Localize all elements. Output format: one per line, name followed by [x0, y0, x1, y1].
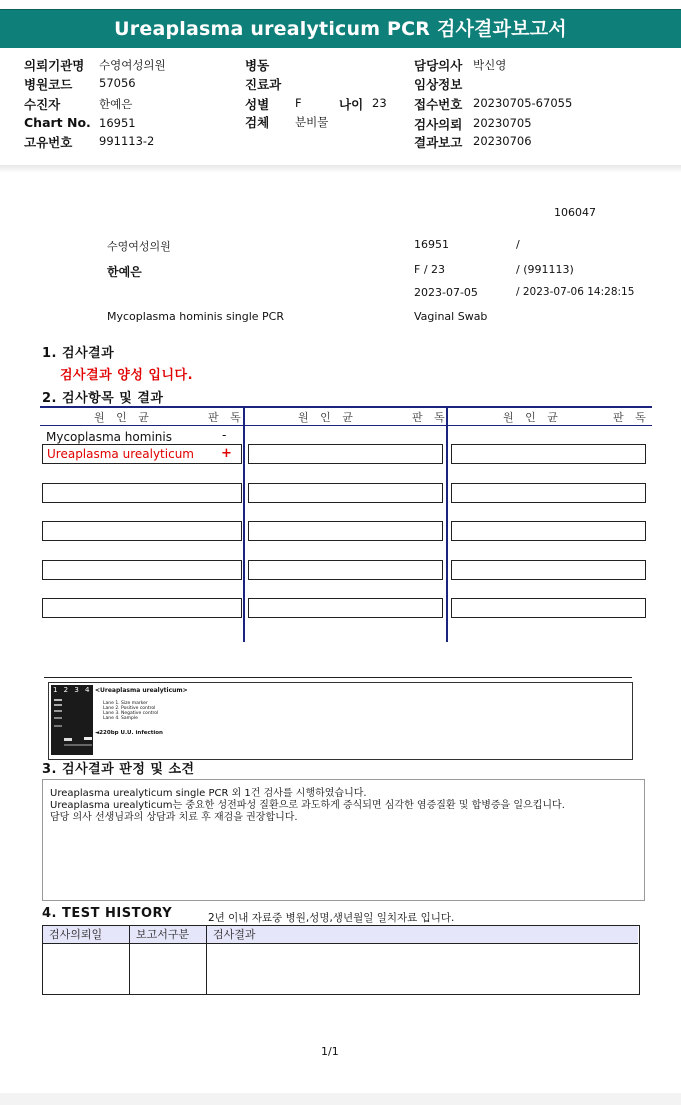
- label-date2: / 2023-07-06 14:28:15: [516, 286, 635, 298]
- marker-band: [54, 725, 62, 727]
- gel-legend-2: Lane 2. Positive control: [103, 706, 156, 711]
- history-col-divider-1: [129, 926, 130, 994]
- request-date-label: 검사의뢰: [414, 117, 463, 132]
- gel-title: <Ureaplasma urealyticum>: [95, 687, 188, 694]
- gel-legend-4: Lane 4. Sample: [103, 716, 138, 721]
- report-title: Ureaplasma urealyticum PCR 검사결과보고서: [0, 9, 681, 48]
- col-organism-3: 원 인 균: [503, 411, 562, 424]
- positive-band: [64, 738, 72, 741]
- opinion-box: [42, 779, 645, 901]
- organism-1: Mycoplasma hominis: [46, 430, 172, 444]
- result-row-3-col3: [451, 483, 646, 503]
- doctor-name: 박신영: [473, 58, 507, 72]
- opinion-line-2: Ureaplasma urealyticum는 중요한 성전파성 질환으로 과도하게 증식되면 심각한 염증질환 및 합병증을 일으킵니다.: [50, 800, 565, 811]
- patient-name: 한예은: [99, 97, 133, 111]
- receipt-no-label: 접수번호: [414, 97, 463, 112]
- result-row-5-col2: [248, 560, 443, 580]
- label-name: 한예은: [107, 265, 142, 279]
- history-col-result: 검사결과: [207, 926, 638, 943]
- dept-label: 진료과: [245, 77, 282, 92]
- label-date1: 2023-07-05: [414, 286, 478, 299]
- age-value: 23: [372, 96, 387, 110]
- result-row-2-col3: [451, 444, 646, 464]
- opinion-line-3: 담당 의사 선생님과의 상담과 치료 후 재검을 권장합니다.: [50, 812, 298, 823]
- request-date: 20230705: [473, 116, 532, 130]
- hospital-code: 57056: [99, 76, 136, 90]
- header-col1-row3: 수진자: [24, 97, 61, 112]
- table-header-border: [40, 425, 652, 426]
- result-row-6-col3: [451, 598, 646, 618]
- result-row-2-col2: [248, 444, 443, 464]
- report-date-label: 결과보고: [414, 135, 463, 150]
- result-row-4-col1: [42, 521, 242, 541]
- marker-band: [54, 699, 62, 701]
- sex-value: F: [295, 96, 302, 110]
- history-col-report-type: 보고서구분: [130, 926, 206, 943]
- result-row-4-col2: [248, 521, 443, 541]
- result-row-3-col2: [248, 483, 443, 503]
- gel-photo: [51, 685, 93, 755]
- table-col-divider-2: [446, 406, 448, 642]
- gel-electrophoresis-image: [48, 682, 633, 760]
- gel-legend-1: Lane 1. Size marker: [103, 701, 148, 706]
- result-summary: 검사결과 양성 입니다.: [60, 368, 194, 383]
- doctor-label: 담당의사: [414, 58, 463, 73]
- unique-id: 991113-2: [99, 134, 155, 148]
- result-row-3-col1: [42, 483, 242, 503]
- specimen-label: 검체: [245, 115, 270, 130]
- history-col-divider-2: [206, 926, 207, 994]
- header-col1-row1: 의뢰기관명: [24, 58, 85, 73]
- label-slash: /: [516, 238, 520, 251]
- header-col1-row5: 고유번호: [24, 135, 73, 150]
- label-chart: 16951: [414, 238, 449, 251]
- label-code: 106047: [554, 206, 596, 219]
- header-col1-row2: 병원코드: [24, 77, 73, 92]
- col-organism-2: 원 인 균: [298, 411, 357, 424]
- result-row-6-col2: [248, 598, 443, 618]
- label-clinic: 수영여성의원: [107, 240, 171, 253]
- result-2: +: [221, 446, 232, 461]
- col-judgement-3: 판 독: [613, 411, 650, 424]
- age-label: 나이: [339, 97, 364, 112]
- header-col1-row4: Chart No.: [24, 115, 91, 130]
- label-sex-age: F / 23: [414, 263, 446, 276]
- result-row-5-col1: [42, 560, 242, 580]
- history-col-request-date: 검사의뢰일: [43, 926, 129, 943]
- section4-title: 4. TEST HISTORY: [42, 906, 173, 921]
- history-header-border: [43, 943, 638, 944]
- marker-band: [54, 710, 62, 712]
- table-top-border: [40, 406, 652, 408]
- section1-title: 1. 검사결과: [42, 346, 115, 361]
- gel-separator: [44, 677, 632, 678]
- result-row-6-col1: [42, 598, 242, 618]
- gel-legend-3: Lane 3. Negative control: [103, 711, 159, 716]
- col-organism-1: 원 인 균: [94, 411, 153, 424]
- organism-2: Ureaplasma urealyticum: [47, 447, 194, 461]
- section3-title: 3. 검사결과 판정 및 소견: [42, 762, 195, 777]
- section2-title: 2. 검사항목 및 결과: [42, 391, 164, 406]
- label-id: / (991113): [516, 263, 574, 276]
- result-1: -: [222, 428, 227, 442]
- report-date: 20230706: [473, 134, 532, 148]
- history-note: 2년 이내 자료중 병원,성명,생년월일 일치자료 입니다.: [208, 912, 455, 924]
- opinion-line-1: Ureaplasma urealyticum single PCR 외 1건 검사를 시행하였습니다.: [50, 788, 367, 799]
- label-specimen: Vaginal Swab: [414, 310, 488, 323]
- primer-band: [64, 744, 92, 746]
- clinical-info-label: 임상정보: [414, 77, 463, 92]
- ward-label: 병동: [245, 58, 270, 73]
- result-row-4-col3: [451, 521, 646, 541]
- page-number: 1/1: [321, 1045, 339, 1058]
- table-col-divider-1: [243, 406, 245, 642]
- result-row-2-col1: [42, 444, 242, 464]
- header-divider: [0, 165, 681, 173]
- marker-band: [54, 704, 62, 706]
- gel-band-text: 220bp U.U. infection: [99, 730, 163, 736]
- hospital-name: 수영여성의원: [99, 58, 166, 72]
- marker-band: [54, 717, 62, 719]
- chart-number: 16951: [99, 116, 136, 130]
- col-judgement-2: 판 독: [412, 411, 449, 424]
- gel-lane-numbers: 1 2 3 4: [53, 686, 92, 694]
- gel-band-label: ◄220bp U.U. infection: [95, 730, 163, 736]
- sex-label: 성별: [245, 97, 270, 112]
- specimen-value: 분비물: [295, 115, 329, 129]
- result-row-5-col3: [451, 560, 646, 580]
- col-judgement-1: 판 독: [208, 411, 245, 424]
- sample-band: [84, 737, 92, 740]
- receipt-no: 20230705-67055: [473, 96, 573, 110]
- label-test: Mycoplasma hominis single PCR: [107, 310, 284, 323]
